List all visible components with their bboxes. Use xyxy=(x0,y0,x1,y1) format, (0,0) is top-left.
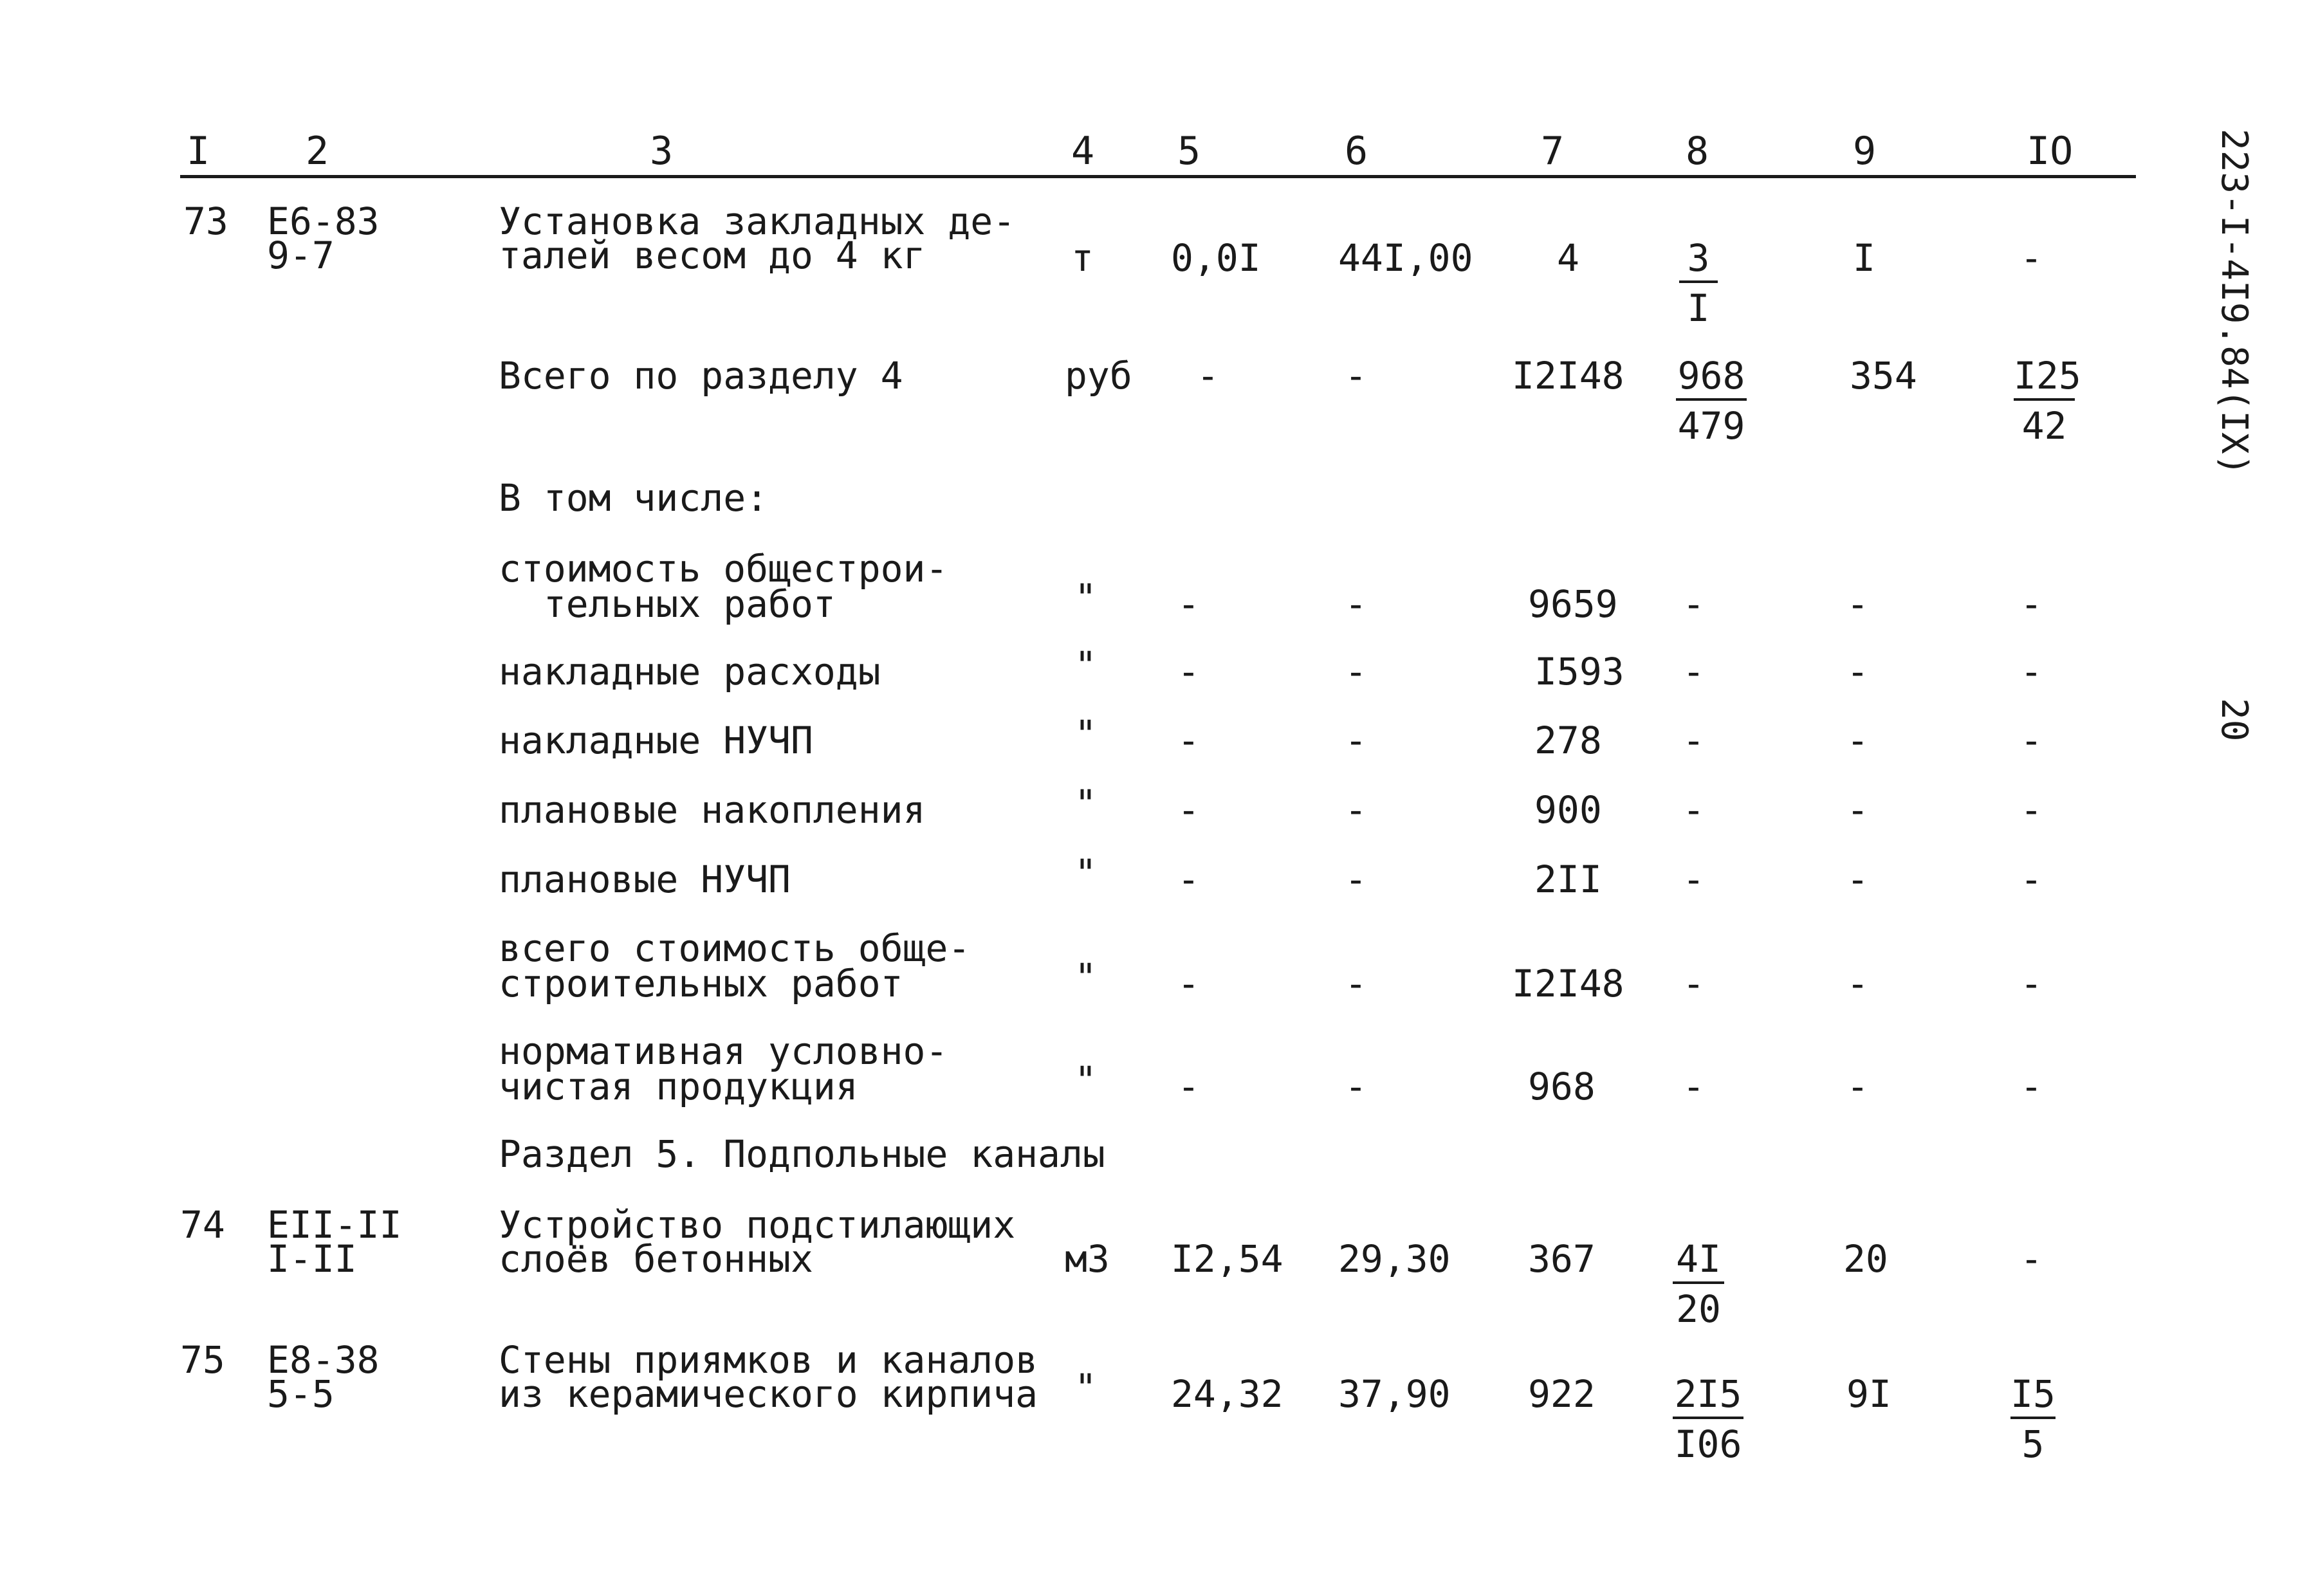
unit-price: - xyxy=(1345,788,1367,832)
col8-numerator: 3 xyxy=(1679,239,1718,283)
col10-value: - xyxy=(2020,962,2043,1005)
col8-value: - xyxy=(1682,858,1705,901)
col10-value: - xyxy=(2020,582,2043,626)
col9-value: I xyxy=(1853,236,1875,280)
unit-price: 37,90 xyxy=(1338,1372,1451,1416)
col9-value: - xyxy=(1846,858,1869,901)
quantity: - xyxy=(1177,858,1200,901)
description-line-2: строительных работ xyxy=(499,962,903,1005)
col8-denominator: 20 xyxy=(1676,1287,1721,1331)
quantity: I2,54 xyxy=(1171,1237,1283,1281)
quantity: - xyxy=(1177,1065,1200,1108)
col8-value: - xyxy=(1682,719,1705,762)
total: 9659 xyxy=(1528,582,1618,626)
col-header-10: IO xyxy=(2027,129,2074,174)
description-line-1: Всего по разделу 4 xyxy=(499,354,903,398)
unit-price: - xyxy=(1345,354,1367,398)
col8-value: - xyxy=(1682,582,1705,626)
unit: " xyxy=(1074,576,1097,619)
total: 922 xyxy=(1528,1372,1596,1416)
col9-value: - xyxy=(1846,962,1869,1005)
total: 968 xyxy=(1528,1065,1596,1108)
description-line-1: всего стоимость обще- xyxy=(499,926,971,970)
quantity: - xyxy=(1177,962,1200,1005)
col-header-7: 7 xyxy=(1541,129,1565,174)
col8-value: - xyxy=(1682,962,1705,1005)
col9-value: - xyxy=(1846,582,1869,626)
col8-numerator: 4I xyxy=(1673,1240,1724,1284)
col10-numerator: I25 xyxy=(2014,357,2075,401)
code-line-2: 5-5 xyxy=(267,1372,335,1416)
col-header-3: 3 xyxy=(650,129,674,174)
col10-denominator: 5 xyxy=(2021,1422,2045,1466)
code-line-1: EII-II xyxy=(267,1203,402,1247)
col8-numerator: 2I5 xyxy=(1673,1375,1743,1419)
col8-numerator: 968 xyxy=(1676,357,1747,401)
col9-value: 354 xyxy=(1850,354,1917,398)
unit-price: 44I,00 xyxy=(1338,236,1473,280)
col8-denominator: I xyxy=(1687,286,1710,330)
col-header-9: 9 xyxy=(1853,129,1877,174)
col9-value: 9I xyxy=(1846,1372,1891,1416)
col10-value: - xyxy=(2020,236,2043,280)
unit: " xyxy=(1074,1058,1097,1102)
col9-value: - xyxy=(1846,788,1869,832)
col10-value: - xyxy=(2020,788,2043,832)
total: I593 xyxy=(1534,650,1624,693)
code-line-2: 9-7 xyxy=(267,234,335,277)
col-header-1: I xyxy=(187,129,210,174)
col-header-2: 2 xyxy=(306,129,329,174)
col8-fraction xyxy=(1679,236,1718,330)
description-line-2: слоёв бетонных xyxy=(499,1237,813,1281)
header-rule xyxy=(180,175,2136,178)
total: 900 xyxy=(1534,788,1602,832)
code-line-1: E8-38 xyxy=(267,1338,380,1382)
row-number: 75 xyxy=(180,1338,225,1382)
code-line-2: I-II xyxy=(267,1237,357,1281)
description-line-2: чистая продукция xyxy=(499,1065,858,1108)
unit: " xyxy=(1074,851,1097,895)
col-header-4: 4 xyxy=(1071,129,1095,174)
col10-value: - xyxy=(2020,1065,2043,1108)
col10-value: - xyxy=(2020,719,2043,762)
quantity: - xyxy=(1197,354,1219,398)
total: 278 xyxy=(1534,719,1602,762)
unit-price: - xyxy=(1345,858,1367,901)
description-line-1: накладные НУЧП xyxy=(499,719,813,762)
quantity: 24,32 xyxy=(1171,1372,1283,1416)
unit-price: - xyxy=(1345,582,1367,626)
unit-price: - xyxy=(1345,650,1367,693)
col10-fraction xyxy=(2010,1372,2056,1466)
col8-fraction xyxy=(1673,1372,1743,1466)
total: 4 xyxy=(1557,236,1579,280)
col-header-6: 6 xyxy=(1345,129,1368,174)
page-number: 20 xyxy=(2213,698,2255,742)
col9-value: 20 xyxy=(1843,1237,1888,1281)
section-heading: Раздел 5. Подпольные каналы xyxy=(499,1132,1105,1176)
description-line-1: нормативная условно- xyxy=(499,1029,948,1073)
col8-value: - xyxy=(1682,650,1705,693)
unit: т xyxy=(1071,236,1094,280)
col9-value: - xyxy=(1846,719,1869,762)
description-line-1: накладные расходы xyxy=(499,650,881,693)
unit-price: - xyxy=(1345,719,1367,762)
col8-denominator: I06 xyxy=(1674,1422,1742,1466)
description-line-2: тельных работ xyxy=(499,582,836,626)
document-code: 223-I-4I9.84(IX) xyxy=(2213,129,2255,476)
quantity: 0,0I xyxy=(1171,236,1261,280)
unit-price: 29,30 xyxy=(1338,1237,1451,1281)
total: 367 xyxy=(1528,1237,1596,1281)
description-line-1: плановые накопления xyxy=(499,788,926,832)
col9-value: - xyxy=(1846,650,1869,693)
unit-price: - xyxy=(1345,1065,1367,1108)
quantity: - xyxy=(1177,582,1200,626)
quantity: - xyxy=(1177,719,1200,762)
description-line-2: из керамического кирпича xyxy=(499,1372,1038,1416)
col8-value: - xyxy=(1682,788,1705,832)
unit: " xyxy=(1074,782,1097,825)
unit: " xyxy=(1074,1366,1097,1409)
description-line-1: Установка закладных де- xyxy=(499,199,1016,243)
unit: " xyxy=(1074,955,1097,999)
unit-price: - xyxy=(1345,962,1367,1005)
total: 2II xyxy=(1534,858,1602,901)
description-line-1: Устройство подстилающих xyxy=(499,1203,1016,1247)
col8-value: - xyxy=(1682,1065,1705,1108)
col8-fraction xyxy=(1673,1237,1724,1331)
row-number: 74 xyxy=(180,1203,225,1247)
total: I2I48 xyxy=(1512,354,1624,398)
col8-fraction xyxy=(1676,354,1747,448)
description-line-1: стоимость общестрои- xyxy=(499,547,948,591)
description-line-2: талей весом до 4 кг xyxy=(499,234,926,277)
col10-fraction xyxy=(2014,354,2081,448)
description-line-1: плановые НУЧП xyxy=(499,858,791,901)
unit: " xyxy=(1074,643,1097,687)
quantity: - xyxy=(1177,788,1200,832)
col10-value: - xyxy=(2020,1237,2043,1281)
row-number: 73 xyxy=(183,199,228,243)
col10-value: - xyxy=(2020,858,2043,901)
unit: м3 xyxy=(1065,1237,1110,1281)
unit: " xyxy=(1074,712,1097,756)
col10-value: - xyxy=(2020,650,2043,693)
col10-denominator: 42 xyxy=(2021,404,2067,448)
col8-denominator: 479 xyxy=(1677,404,1745,448)
description-line-1: Стены приямков и каналов xyxy=(499,1338,1038,1382)
unit: руб xyxy=(1065,354,1132,398)
col-header-5: 5 xyxy=(1177,129,1201,174)
subheading: В том числе: xyxy=(499,476,769,520)
col9-value: - xyxy=(1846,1065,1869,1108)
code-line-1: E6-83 xyxy=(267,199,380,243)
quantity: - xyxy=(1177,650,1200,693)
col10-numerator: I5 xyxy=(2010,1375,2056,1419)
col-header-8: 8 xyxy=(1686,129,1709,174)
total: I2I48 xyxy=(1512,962,1624,1005)
